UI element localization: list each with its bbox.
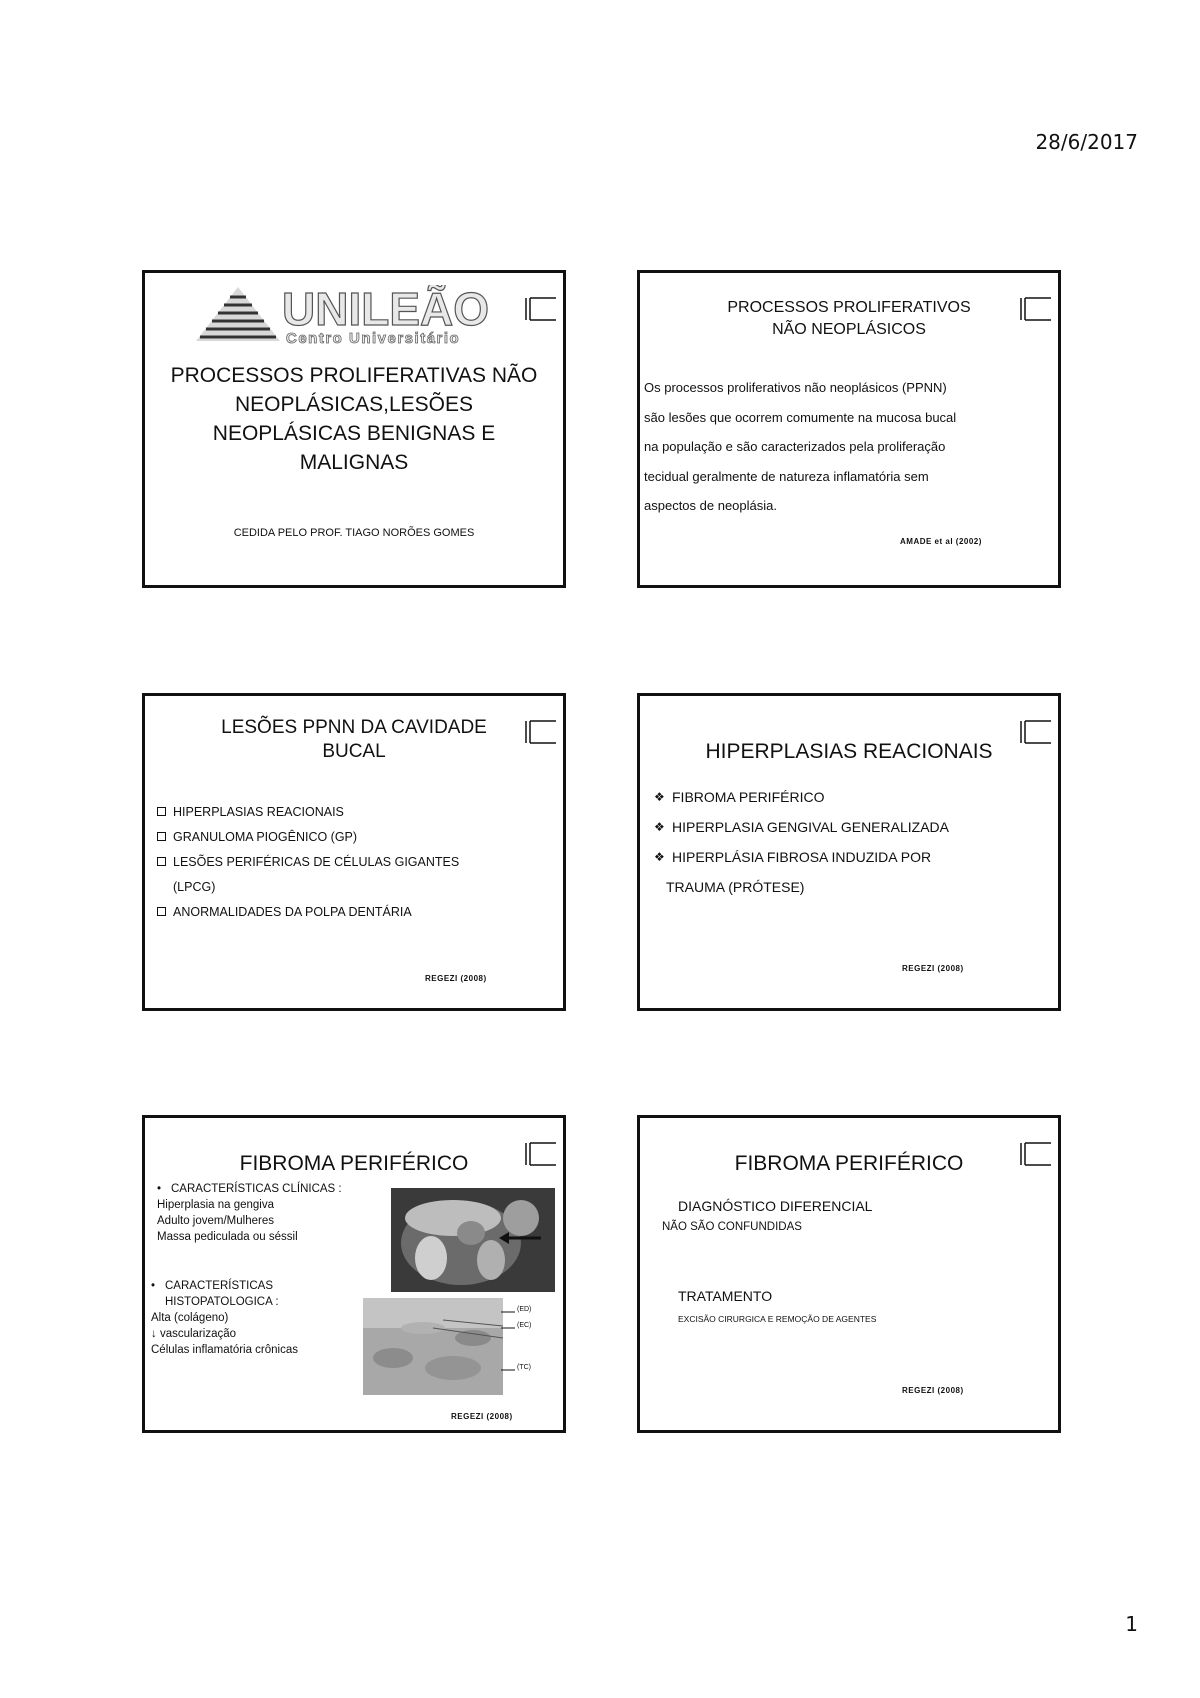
differential-diagnosis-text: NÃO SÃO CONFUNDIDAS [662, 1221, 802, 1233]
slide-5-reference: REGEZI (2008) [451, 1412, 513, 1421]
treatment-text: EXCISÃO CIRURGICA E REMOÇÃO DE AGENTES [678, 1314, 877, 1324]
slide-3-list [157, 800, 459, 925]
checkbox-bullet-icon [157, 857, 166, 866]
body-line: são lesões que ocorrem comumente na mucosa bucal [644, 409, 957, 425]
slide-2-title [640, 297, 1058, 341]
checkbox-bullet-icon [157, 807, 166, 816]
slide-2-reference: AMADE et al (2002) [900, 537, 982, 546]
slide-3-title-line2: BUCAL [322, 741, 386, 762]
diamond-bullet-icon: ❖ [654, 820, 665, 834]
histo-label-ed: (ED) [517, 1306, 532, 1313]
body-line: na população e são caracterizados pela proliferação [644, 439, 946, 454]
slide-3-title-line1: LESÕES PPNN DA CAVIDADE [221, 717, 487, 738]
slide-1 [142, 270, 566, 588]
histo-line: ↓ vascularização [151, 1328, 237, 1340]
slide-3 [142, 693, 566, 1011]
slide-4 [637, 693, 1061, 1011]
body-line: aspectos de neoplásia. [644, 498, 777, 513]
diamond-bullet-icon: ❖ [654, 790, 665, 804]
list-item: ❖ HIPERPLASIA GENGIVAL GENERALIZADA [654, 812, 949, 842]
logo-text: UNILEÃO [282, 285, 489, 335]
body-line: Os processos proliferativos não neoplásicos (PPNN) [644, 380, 947, 395]
slide-6 [637, 1115, 1061, 1433]
histo-line: Células inflamatória crônicas [151, 1344, 299, 1356]
page-number: 1 [1125, 1612, 1138, 1636]
slide-5-title: FIBROMA PERIFÉRICO [239, 1152, 469, 1175]
clinical-features [157, 1181, 342, 1245]
clinical-header: CARACTERÍSTICAS CLÍNICAS : [171, 1183, 342, 1195]
list-item-continuation: TRAUMA (PRÓTESE) [666, 879, 805, 895]
slide-5 [142, 1115, 566, 1433]
slide-1-title: PROCESSOS PROLIFERATIVAS NÃO NEOPLÁSICAS,LESÕES NEOPLÁSICAS BENIGNAS E MALIGNAS [170, 364, 538, 474]
histopathology-features [151, 1278, 298, 1358]
list-item: ❖ HIPERPLÁSIA FIBROSA INDUZIDA POR [654, 842, 949, 872]
slide-corner-icon [525, 297, 557, 321]
unileao-logo [190, 285, 510, 351]
treatment-heading: TRATAMENTO [678, 1288, 773, 1304]
slide-1-credit: CEDIDA PELO PROF. TIAGO NORÕES GOMES [233, 527, 475, 539]
checkbox-bullet-icon [157, 907, 166, 916]
slide-4-reference: REGEZI (2008) [902, 964, 964, 973]
slide-3-reference: REGEZI (2008) [425, 974, 487, 983]
slide-6-reference: REGEZI (2008) [902, 1386, 964, 1395]
clinical-line: Massa pediculada ou séssil [157, 1231, 298, 1243]
checkbox-bullet-icon [157, 832, 166, 841]
bullet-icon: • [151, 1280, 156, 1292]
slide-4-title: HIPERPLASIAS REACIONAIS [705, 740, 993, 763]
slide-3-title [145, 716, 563, 764]
clinical-line: Adulto jovem/Mulheres [157, 1215, 274, 1227]
clinical-line: Hiperplasia na gengiva [157, 1199, 274, 1211]
histology-labels [501, 1306, 561, 1386]
histology-photo [363, 1298, 503, 1395]
logo-subtext: Centro Universitário [286, 330, 461, 347]
list-item: ANORMALIDADES DA POLPA DENTÁRIA [157, 900, 459, 925]
list-item: ❖ FIBROMA PERIFÉRICO [654, 782, 949, 812]
page-date: 28/6/2017 [1035, 130, 1138, 154]
histo-line: Alta (colágeno) [151, 1312, 229, 1324]
diamond-bullet-icon: ❖ [654, 850, 665, 864]
list-item: HIPERPLASIAS REACIONAIS [157, 800, 459, 825]
histo-label-ec: (EC) [517, 1322, 532, 1329]
differential-diagnosis-heading: DIAGNÓSTICO DIFERENCIAL [678, 1198, 873, 1214]
slide-6-title: FIBROMA PERIFÉRICO [734, 1152, 964, 1175]
list-item-continuation: (LPCG) [173, 880, 216, 894]
slide-2-title-line2: NÃO NEOPLÁSICOS [772, 321, 926, 338]
slide-4-list [654, 782, 949, 902]
slide-2-title-line1: PROCESSOS PROLIFERATIVOS [727, 299, 971, 316]
list-item: LESÕES PERIFÉRICAS DE CÉLULAS GIGANTES [157, 850, 459, 875]
body-line: tecidual geralmente de natureza inflamatória sem [644, 468, 929, 484]
slide-2-body [644, 373, 1024, 521]
list-item: GRANULOMA PIOGÊNICO (GP) [157, 825, 459, 850]
histo-header-2: HISTOPATOLOGICA : [165, 1296, 279, 1308]
histo-label-tc: (TC) [517, 1364, 531, 1371]
histo-header-1: CARACTERÍSTICAS [165, 1280, 273, 1292]
slide-2 [637, 270, 1061, 588]
bullet-icon: • [157, 1183, 162, 1195]
clinical-photo [391, 1188, 555, 1292]
